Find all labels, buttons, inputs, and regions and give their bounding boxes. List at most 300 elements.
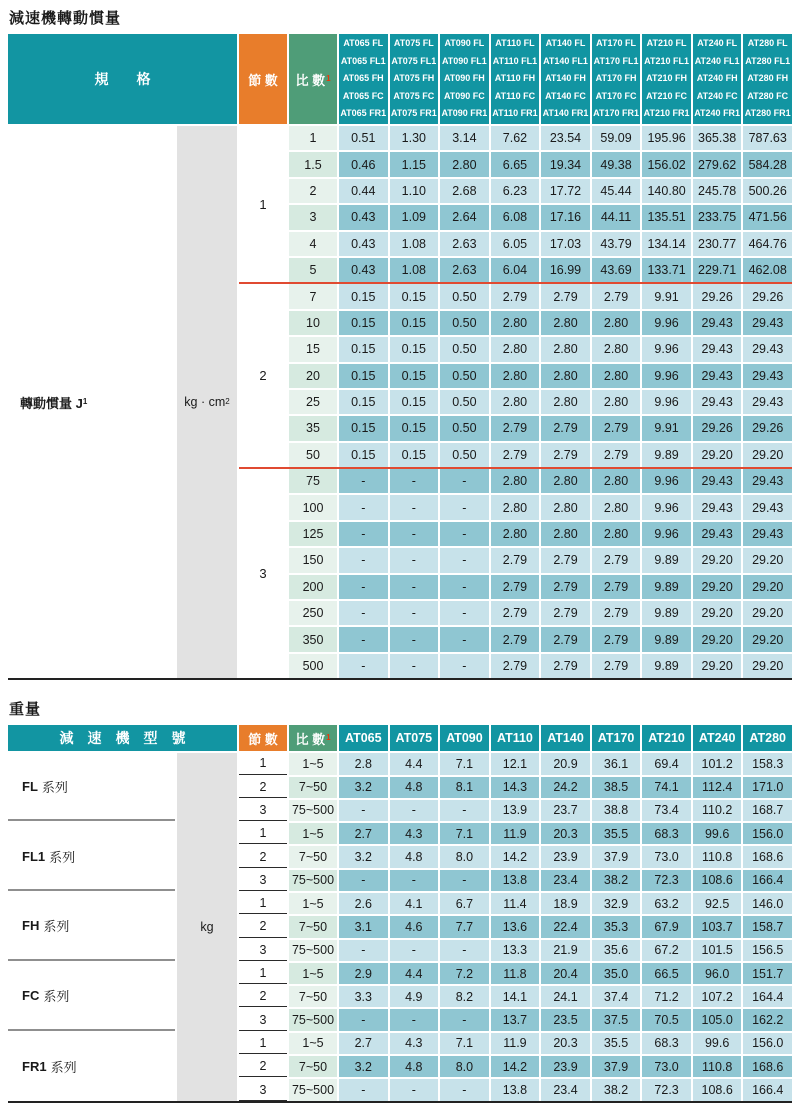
sections-cell: 1 <box>239 126 287 282</box>
inertia-value-cell: 29.20 <box>743 627 792 651</box>
ratio-cell: 5 <box>289 258 337 282</box>
inertia-value-cell: 2.79 <box>592 416 641 440</box>
sections-cell: 2 <box>239 916 287 937</box>
sections-header: 節 數 <box>239 34 287 124</box>
inertia-value-cell: - <box>440 575 489 599</box>
sections-header: 節 數 <box>239 725 287 751</box>
model-header-AT075 <box>390 34 439 124</box>
ratio-cell: 2 <box>289 179 337 203</box>
inertia-value-cell: - <box>390 575 439 599</box>
inertia-value-cell: - <box>339 575 388 599</box>
inertia-value-cell: 2.80 <box>541 495 590 519</box>
inertia-value-cell: 2.79 <box>491 601 540 625</box>
inertia-value-cell: 0.43 <box>339 205 388 229</box>
weight-value-cell: 20.4 <box>541 963 590 984</box>
weight-value-cell: 156.0 <box>743 1033 792 1054</box>
weight-value-cell: 21.9 <box>541 940 590 961</box>
inertia-value-cell: 2.80 <box>541 337 590 361</box>
weight-value-cell: 156.5 <box>743 940 792 961</box>
weight-value-cell: 3.3 <box>339 986 388 1007</box>
model-header-line: AT075 FL <box>393 38 434 49</box>
inertia-value-cell: 44.11 <box>592 205 641 229</box>
weight-value-cell: 4.8 <box>390 1056 439 1077</box>
series-suffix: 系列 <box>50 1060 77 1076</box>
inertia-value-cell: 0.15 <box>390 416 439 440</box>
model-header-line: AT090 FL1 <box>441 55 487 66</box>
unit-cell: kg · cm 2 <box>177 126 237 678</box>
inertia-value-cell: 19.34 <box>541 152 590 176</box>
inertia-value-cell: 1.08 <box>390 232 439 256</box>
weight-value-cell: 14.2 <box>491 846 540 867</box>
inertia-value-cell: - <box>390 627 439 651</box>
inertia-value-cell: 29.26 <box>693 416 742 440</box>
weight-value-cell: 2.7 <box>339 823 388 844</box>
model-header-line: AT090 FR1 <box>441 108 488 119</box>
inertia-value-cell: 2.79 <box>541 548 590 572</box>
model-header-line: AT170 FL <box>596 38 636 49</box>
inertia-value-cell: - <box>440 495 489 519</box>
weight-value-cell: 13.7 <box>491 1009 540 1030</box>
weight-value-cell: 7.7 <box>440 916 489 937</box>
inertia-value-cell: 49.38 <box>592 152 641 176</box>
sections-cell: 3 <box>239 1009 287 1030</box>
weight-value-cell: 105.0 <box>693 1009 742 1030</box>
inertia-value-cell: 135.51 <box>642 205 691 229</box>
sections-cell: 2 <box>239 777 287 798</box>
inertia-value-cell: 0.15 <box>339 416 388 440</box>
inertia-value-cell: 9.96 <box>642 495 691 519</box>
inertia-value-cell: 2.80 <box>592 495 641 519</box>
weight-value-cell: 103.7 <box>693 916 742 937</box>
weight-value-cell: 162.2 <box>743 1009 792 1030</box>
weight-value-cell: 92.5 <box>693 893 742 914</box>
inertia-value-cell: 2.80 <box>592 469 641 493</box>
ratio-cell: 75~500 <box>289 1009 337 1030</box>
sections-cell: 1 <box>239 963 287 984</box>
sections-cell: 3 <box>239 870 287 891</box>
inertia-value-cell: 0.15 <box>339 364 388 388</box>
weight-value-cell: 37.9 <box>592 846 641 867</box>
weight-value-cell: - <box>339 1009 388 1030</box>
inertia-value-cell: - <box>390 522 439 546</box>
inertia-value-cell: 2.79 <box>592 601 641 625</box>
inertia-value-cell: 17.72 <box>541 179 590 203</box>
inertia-value-cell: 462.08 <box>743 258 792 282</box>
inertia-value-cell: 6.23 <box>491 179 540 203</box>
weight-value-cell: 3.2 <box>339 777 388 798</box>
inertia-value-cell: 0.50 <box>440 284 489 308</box>
inertia-value-cell: - <box>390 495 439 519</box>
inertia-value-cell: 2.79 <box>491 443 540 467</box>
weight-value-cell: 32.9 <box>592 893 641 914</box>
weight-value-cell: 11.9 <box>491 823 540 844</box>
inertia-value-cell: 0.15 <box>339 443 388 467</box>
spec-header: 規 格 <box>8 34 237 124</box>
inertia-value-cell: 29.20 <box>743 575 792 599</box>
inertia-value-cell: 17.16 <box>541 205 590 229</box>
inertia-value-cell: 0.44 <box>339 179 388 203</box>
ratio-cell: 500 <box>289 654 337 678</box>
inertia-value-cell: - <box>440 627 489 651</box>
weight-value-cell: 68.3 <box>642 823 691 844</box>
weight-value-cell: 8.1 <box>440 777 489 798</box>
model-header-AT065: AT065 <box>339 725 388 751</box>
inertia-value-cell: 9.96 <box>642 311 691 335</box>
inertia-value-cell: 9.91 <box>642 416 691 440</box>
inertia-value-cell: 2.80 <box>541 522 590 546</box>
model-header-line: AT140 FC <box>545 90 586 101</box>
series-name: FL1 <box>22 848 46 864</box>
inertia-value-cell: 279.62 <box>693 152 742 176</box>
weight-value-cell: - <box>339 800 388 821</box>
inertia-value-cell: 2.63 <box>440 232 489 256</box>
ratio-cell: 25 <box>289 390 337 414</box>
weight-value-cell: 23.9 <box>541 1056 590 1077</box>
series-label-FL1 <box>8 823 175 891</box>
weight-value-cell: 38.2 <box>592 870 641 891</box>
weight-value-cell: 4.1 <box>390 893 439 914</box>
inertia-value-cell: - <box>339 627 388 651</box>
weight-value-cell: 67.9 <box>642 916 691 937</box>
ratio-cell: 250 <box>289 601 337 625</box>
inertia-value-cell: 6.05 <box>491 232 540 256</box>
weight-value-cell: 13.9 <box>491 800 540 821</box>
inertia-value-cell: 29.43 <box>743 337 792 361</box>
weight-value-cell: 4.4 <box>390 753 439 774</box>
sections-cell: 1 <box>239 1033 287 1054</box>
weight-value-cell: 69.4 <box>642 753 691 774</box>
ratio-cell: 75 <box>289 469 337 493</box>
inertia-value-cell: 1.15 <box>390 152 439 176</box>
model-header-line: AT140 FL <box>545 38 586 49</box>
model-header-line: AT240 FH <box>696 73 738 84</box>
weight-table <box>8 725 792 1102</box>
inertia-value-cell: - <box>339 495 388 519</box>
inertia-value-cell: 0.51 <box>339 126 388 150</box>
inertia-value-cell: 0.15 <box>390 390 439 414</box>
inertia-value-cell: 29.43 <box>693 495 742 519</box>
inertia-value-cell: 45.44 <box>592 179 641 203</box>
weight-value-cell: 11.4 <box>491 893 540 914</box>
weight-value-cell: 3.2 <box>339 846 388 867</box>
series-label-FR1 <box>8 1033 175 1101</box>
weight-value-cell: 99.6 <box>693 1033 742 1054</box>
weight-value-cell: 23.9 <box>541 846 590 867</box>
ratio-cell: 50 <box>289 443 337 467</box>
weight-value-cell: 158.3 <box>743 753 792 774</box>
sections-cell: 2 <box>239 986 287 1007</box>
inertia-value-cell: 2.80 <box>440 152 489 176</box>
weight-value-cell: 13.6 <box>491 916 540 937</box>
ratio-cell: 1~5 <box>289 753 337 774</box>
inertia-value-cell: 133.71 <box>642 258 691 282</box>
model-header-AT140: AT140 <box>541 725 590 751</box>
inertia-table <box>8 34 792 680</box>
series-suffix: 系列 <box>49 849 76 865</box>
inertia-value-cell: 9.96 <box>642 390 691 414</box>
weight-value-cell: - <box>339 940 388 961</box>
inertia-value-cell: 2.79 <box>491 284 540 308</box>
weight-value-cell: 4.8 <box>390 777 439 798</box>
ratio-cell: 75~500 <box>289 940 337 961</box>
inertia-value-cell: 9.91 <box>642 284 691 308</box>
inertia-value-cell: 0.15 <box>339 284 388 308</box>
inertia-value-cell: 29.20 <box>743 601 792 625</box>
model-header-line: AT280 FR1 <box>744 108 791 119</box>
inertia-value-cell: 2.79 <box>592 627 641 651</box>
weight-value-cell: 158.7 <box>743 916 792 937</box>
inertia-value-cell: 29.43 <box>743 390 792 414</box>
sections-cell: 3 <box>239 469 287 678</box>
weight-value-cell: 7.1 <box>440 753 489 774</box>
weight-value-cell: 35.3 <box>592 916 641 937</box>
inertia-value-cell: 2.79 <box>541 601 590 625</box>
model-header-line: AT240 FC <box>696 90 738 101</box>
inertia-value-cell: 29.43 <box>743 495 792 519</box>
weight-value-cell: 74.1 <box>642 777 691 798</box>
weight-value-cell: 73.0 <box>642 846 691 867</box>
model-header-line: AT210 FC <box>646 90 688 101</box>
weight-value-cell: 20.9 <box>541 753 590 774</box>
weight-value-cell: 14.3 <box>491 777 540 798</box>
unit-cell: kg <box>177 753 237 1100</box>
ratio-header: 比 數 1 <box>289 725 337 751</box>
inertia-value-cell: 2.79 <box>491 654 540 678</box>
ratio-cell: 1~5 <box>289 893 337 914</box>
weight-value-cell: 7.1 <box>440 1033 489 1054</box>
model-header-AT210 <box>642 34 691 124</box>
weight-value-cell: 101.2 <box>693 753 742 774</box>
weight-value-cell: 7.2 <box>440 963 489 984</box>
inertia-value-cell: - <box>440 654 489 678</box>
weight-value-cell: 4.4 <box>390 963 439 984</box>
sections-cell: 1 <box>239 893 287 914</box>
weight-value-cell: 156.0 <box>743 823 792 844</box>
inertia-value-cell: 2.80 <box>491 522 540 546</box>
weight-value-cell: 168.6 <box>743 1056 792 1077</box>
inertia-value-cell: 584.28 <box>743 152 792 176</box>
weight-value-cell: - <box>390 940 439 961</box>
inertia-value-cell: 9.89 <box>642 627 691 651</box>
weight-value-cell: 4.3 <box>390 823 439 844</box>
inertia-value-cell: 29.43 <box>693 337 742 361</box>
model-header-AT075: AT075 <box>390 725 439 751</box>
ratio-cell: 7~50 <box>289 777 337 798</box>
model-header-AT240: AT240 <box>693 725 742 751</box>
series-name: FC <box>22 988 40 1004</box>
model-header-line: AT170 FL1 <box>593 55 639 66</box>
inertia-value-cell: 29.20 <box>693 443 742 467</box>
weight-value-cell: 22.4 <box>541 916 590 937</box>
inertia-value-cell: 29.26 <box>743 416 792 440</box>
weight-value-cell: 35.5 <box>592 823 641 844</box>
ratio-cell: 35 <box>289 416 337 440</box>
model-header-line: AT210 FH <box>646 73 688 84</box>
inertia-value-cell: 17.03 <box>541 232 590 256</box>
ratio-cell: 75~500 <box>289 800 337 821</box>
inertia-value-cell: 2.80 <box>491 390 540 414</box>
weight-value-cell: - <box>440 870 489 891</box>
inertia-value-cell: 29.20 <box>743 654 792 678</box>
model-header-AT110: AT110 <box>491 725 540 751</box>
weight-value-cell: - <box>390 800 439 821</box>
weight-value-cell: 23.4 <box>541 870 590 891</box>
inertia-value-cell: 2.79 <box>541 443 590 467</box>
model-header-AT210: AT210 <box>642 725 691 751</box>
model-header-line: AT065 FR1 <box>340 108 387 119</box>
inertia-value-cell: 0.50 <box>440 337 489 361</box>
inertia-value-cell: 2.79 <box>541 627 590 651</box>
inertia-value-cell: 29.20 <box>743 443 792 467</box>
weight-value-cell: 166.4 <box>743 1079 792 1100</box>
weight-value-cell: - <box>440 940 489 961</box>
ratio-header-label: 比 數 <box>295 72 326 88</box>
inertia-value-cell: 29.43 <box>693 311 742 335</box>
weight-value-cell: 72.3 <box>642 1079 691 1100</box>
inertia-value-cell: 9.96 <box>642 364 691 388</box>
sections-cell: 2 <box>239 846 287 867</box>
unit-text: kg · cm <box>184 395 226 410</box>
model-header-AT170: AT170 <box>592 725 641 751</box>
weight-value-cell: 70.5 <box>642 1009 691 1030</box>
inertia-value-cell: 365.38 <box>693 126 742 150</box>
inertia-value-cell: 1.10 <box>390 179 439 203</box>
inertia-value-cell: - <box>440 522 489 546</box>
inertia-value-cell: 29.20 <box>743 548 792 572</box>
ratio-header-label: 比 數 <box>295 731 326 747</box>
inertia-value-cell: 134.14 <box>642 232 691 256</box>
inertia-value-cell: 2.79 <box>541 416 590 440</box>
weight-value-cell: - <box>339 1079 388 1100</box>
model-header-AT140 <box>541 34 590 124</box>
inertia-value-cell: 140.80 <box>642 179 691 203</box>
inertia-value-cell: 2.80 <box>491 495 540 519</box>
model-header-AT240 <box>693 34 742 124</box>
weight-value-cell: 164.4 <box>743 986 792 1007</box>
weight-value-cell: 166.4 <box>743 870 792 891</box>
inertia-value-cell: 43.79 <box>592 232 641 256</box>
model-header-line: AT210 FR1 <box>643 108 690 119</box>
inertia-value-cell: - <box>440 469 489 493</box>
ratio-cell: 200 <box>289 575 337 599</box>
series-label-FH <box>8 893 175 961</box>
inertia-value-cell: 0.15 <box>390 364 439 388</box>
weight-value-cell: - <box>440 1079 489 1100</box>
inertia-value-cell: 29.43 <box>693 390 742 414</box>
inertia-value-cell: 230.77 <box>693 232 742 256</box>
weight-value-cell: 7.1 <box>440 823 489 844</box>
inertia-value-cell: 9.89 <box>642 548 691 572</box>
inertia-value-cell: 9.89 <box>642 601 691 625</box>
weight-value-cell: 2.9 <box>339 963 388 984</box>
inertia-value-cell: 0.50 <box>440 416 489 440</box>
weight-value-cell: - <box>390 870 439 891</box>
inertia-value-cell: - <box>339 522 388 546</box>
inertia-value-cell: 245.78 <box>693 179 742 203</box>
inertia-value-cell: 0.50 <box>440 390 489 414</box>
inertia-value-cell: 0.15 <box>390 284 439 308</box>
inertia-value-cell: 464.76 <box>743 232 792 256</box>
weight-value-cell: 37.5 <box>592 1009 641 1030</box>
weight-value-cell: 171.0 <box>743 777 792 798</box>
model-header-line: AT170 FR1 <box>593 108 639 119</box>
weight-value-cell: 112.4 <box>693 777 742 798</box>
sections-cell: 1 <box>239 823 287 844</box>
inertia-value-cell: 0.43 <box>339 258 388 282</box>
weight-value-cell: 35.6 <box>592 940 641 961</box>
model-header-line: AT280 FH <box>747 73 789 84</box>
inertia-value-cell: 9.89 <box>642 654 691 678</box>
inertia-value-cell: 2.79 <box>541 284 590 308</box>
inertia-value-cell: 0.15 <box>339 390 388 414</box>
model-header-line: AT170 FC <box>595 90 637 101</box>
weight-value-cell: - <box>390 1009 439 1030</box>
inertia-value-cell: 2.80 <box>491 311 540 335</box>
inertia-value-cell: - <box>339 548 388 572</box>
inertia-value-cell: 29.43 <box>693 364 742 388</box>
inertia-value-cell: 2.79 <box>491 416 540 440</box>
inertia-value-cell: 2.64 <box>440 205 489 229</box>
weight-value-cell: - <box>390 1079 439 1100</box>
weight-value-cell: - <box>440 1009 489 1030</box>
ratio-cell: 7~50 <box>289 986 337 1007</box>
inertia-value-cell: 7.62 <box>491 126 540 150</box>
sections-cell: 3 <box>239 800 287 821</box>
weight-value-cell: 23.5 <box>541 1009 590 1030</box>
model-header-line: AT075 FC <box>393 90 435 101</box>
weight-value-cell: 101.5 <box>693 940 742 961</box>
inertia-value-cell: 0.43 <box>339 232 388 256</box>
model-column-header: 減 速 機 型 號 <box>8 725 237 751</box>
series-label-FC <box>8 963 175 1031</box>
weight-value-cell: 168.6 <box>743 846 792 867</box>
weight-table-title: 重量 <box>9 701 42 719</box>
inertia-value-cell: 2.79 <box>592 443 641 467</box>
inertia-value-cell: 2.80 <box>541 469 590 493</box>
weight-value-cell: 99.6 <box>693 823 742 844</box>
inertia-value-cell: 156.02 <box>642 152 691 176</box>
weight-value-cell: 20.3 <box>541 1033 590 1054</box>
inertia-value-cell: 59.09 <box>592 126 641 150</box>
ratio-cell: 15 <box>289 337 337 361</box>
inertia-value-cell: 2.79 <box>491 548 540 572</box>
inertia-value-cell: 1.08 <box>390 258 439 282</box>
inertia-value-cell: 2.80 <box>541 311 590 335</box>
weight-value-cell: 37.9 <box>592 1056 641 1077</box>
sections-cell: 3 <box>239 1079 287 1100</box>
weight-value-cell: 13.8 <box>491 870 540 891</box>
weight-value-cell: 23.4 <box>541 1079 590 1100</box>
weight-value-cell: 73.4 <box>642 800 691 821</box>
inertia-value-cell: - <box>339 469 388 493</box>
model-header-AT280: AT280 <box>743 725 792 751</box>
weight-value-cell: 24.1 <box>541 986 590 1007</box>
inertia-value-cell: - <box>339 654 388 678</box>
inertia-value-cell: 2.63 <box>440 258 489 282</box>
inertia-value-cell: - <box>339 601 388 625</box>
model-header-AT090 <box>440 34 489 124</box>
inertia-value-cell: 1.30 <box>390 126 439 150</box>
weight-value-cell: 13.3 <box>491 940 540 961</box>
model-header-AT110 <box>491 34 540 124</box>
weight-value-cell: 4.3 <box>390 1033 439 1054</box>
inertia-value-cell: 29.43 <box>743 364 792 388</box>
inertia-value-cell: 29.20 <box>693 548 742 572</box>
weight-value-cell: 6.7 <box>440 893 489 914</box>
inertia-value-cell: 233.75 <box>693 205 742 229</box>
model-header-line: AT210 FL1 <box>644 55 690 66</box>
weight-value-cell: 107.2 <box>693 986 742 1007</box>
